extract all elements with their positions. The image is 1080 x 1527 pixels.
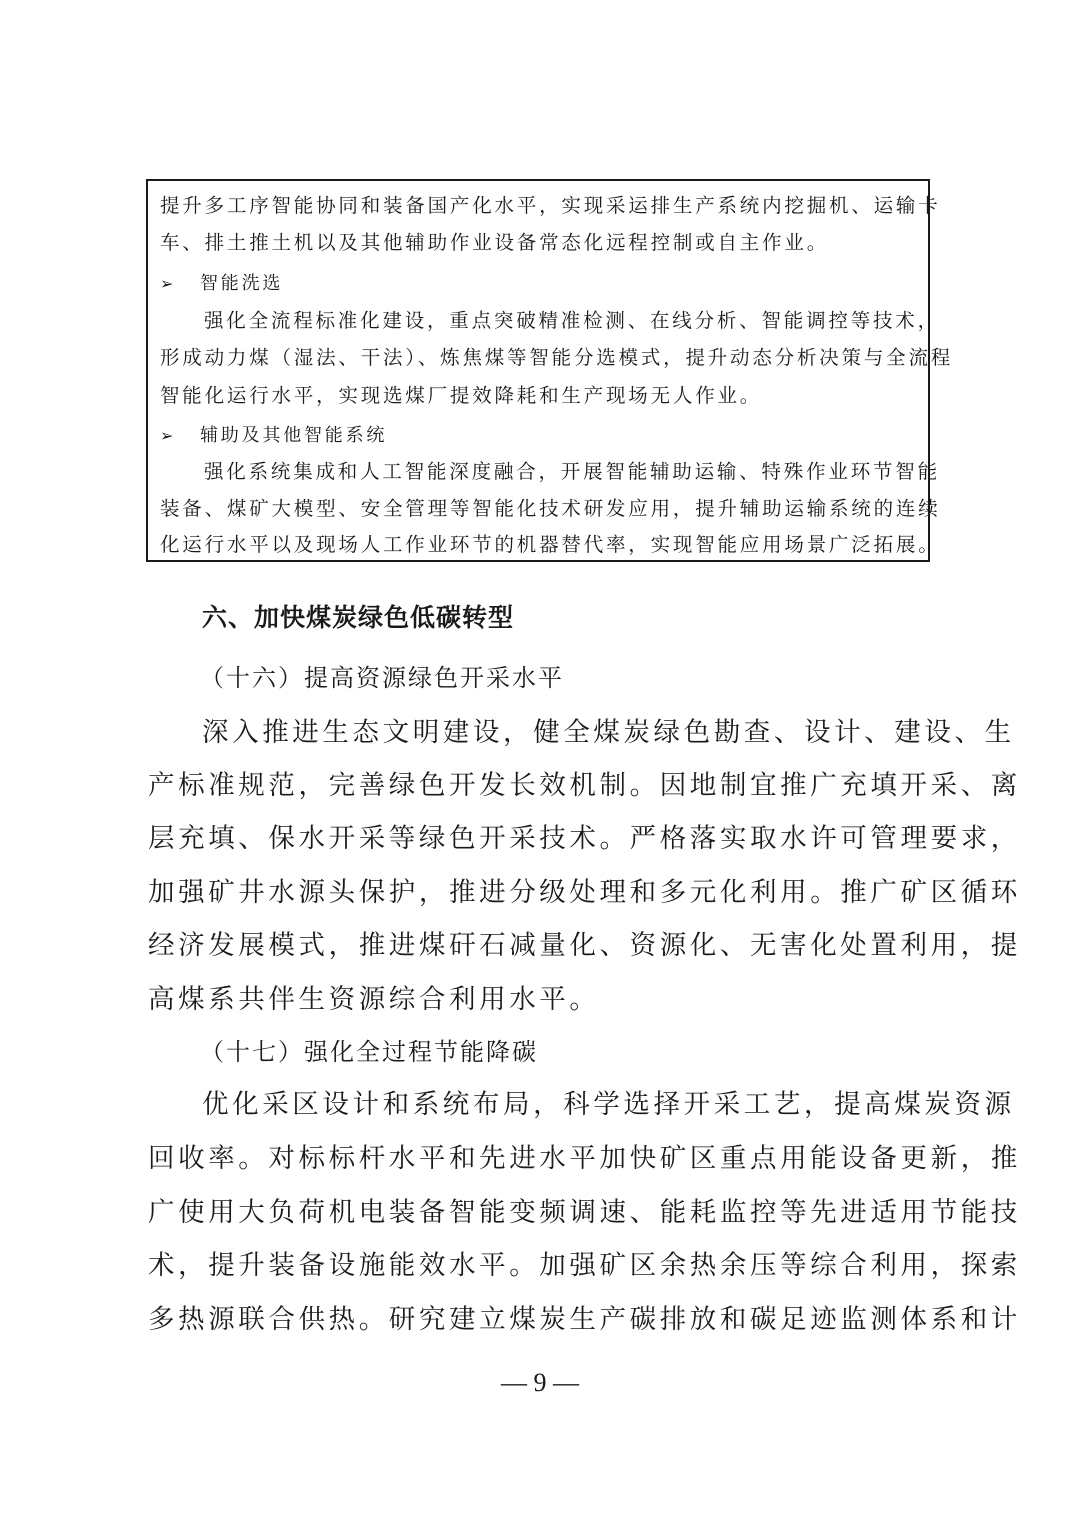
body-text-line: 层充填、保水开采等绿色开采技术。严格落实取水许可管理要求， bbox=[148, 823, 1021, 854]
page-number: — 9 — bbox=[501, 1368, 579, 1397]
box-text-line: 智能化运行水平，实现选煤厂提效降耗和生产现场无人作业。 bbox=[160, 384, 763, 407]
box-text-line: 强化系统集成和人工智能深度融合，开展智能辅助运输、特殊作业环节智能 bbox=[204, 460, 940, 483]
body-text-line: 多热源联合供热。研究建立煤炭生产碳排放和碳足迹监测体系和计 bbox=[148, 1304, 1021, 1335]
arrow-bullet-icon: ➢ bbox=[160, 426, 174, 445]
box-text-line: 强化全流程标准化建设，重点突破精准检测、在线分析、智能调控等技术， bbox=[204, 309, 940, 332]
body-text-line: 深入推进生态文明建设，健全煤炭绿色勘查、设计、建设、生 bbox=[202, 717, 1015, 748]
box-text-line: 车、排土推土机以及其他辅助作业设备常态化远程控制或自主作业。 bbox=[160, 231, 830, 254]
bullet-heading-text: 辅助及其他智能系统 bbox=[200, 425, 388, 446]
box-bullet-heading bbox=[160, 271, 283, 296]
body-text-line: 高煤系共伴生资源综合利用水平。 bbox=[148, 984, 600, 1015]
body-text-line: 广使用大负荷机电装备智能变频调速、能耗监控等先进适用节能技 bbox=[148, 1197, 1021, 1228]
subsection-heading: （十七）强化全过程节能降碳 bbox=[200, 1038, 538, 1066]
body-text-line: 回收率。对标标杆水平和先进水平加快矿区重点用能设备更新，推 bbox=[148, 1143, 1021, 1174]
arrow-bullet-icon: ➢ bbox=[160, 274, 174, 293]
box-bullet-heading bbox=[160, 423, 387, 448]
body-text-line: 经济发展模式，推进煤矸石减量化、资源化、无害化处置利用，提 bbox=[148, 930, 1021, 961]
body-text-line: 优化采区设计和系统布局，科学选择开采工艺，提高煤炭资源 bbox=[202, 1089, 1015, 1120]
bullet-heading-text: 智能洗选 bbox=[200, 273, 284, 294]
box-text-line: 化运行水平以及现场人工作业环节的机器替代率，实现智能应用场景广泛拓展。 bbox=[160, 533, 941, 556]
highlight-box bbox=[146, 179, 954, 562]
body-text-line: 加强矿井水源头保护，推进分级处理和多元化利用。推广矿区循环 bbox=[148, 877, 1021, 908]
box-text-line: 提升多工序智能协同和装备国产化水平，实现采运排生产系统内挖掘机、运输卡 bbox=[160, 194, 941, 217]
box-text-line: 形成动力煤（湿法、干法）、炼焦煤等智能分选模式，提升动态分析决策与全流程 bbox=[160, 346, 954, 369]
body-text-line: 术，提升装备设施能效水平。加强矿区余热余压等综合利用，探索 bbox=[148, 1250, 1021, 1281]
subsection-heading: （十六）提高资源绿色开采水平 bbox=[200, 664, 564, 692]
box-text-line: 装备、煤矿大模型、安全管理等智能化技术研发应用，提升辅助运输系统的连续 bbox=[160, 497, 941, 520]
body-text-line: 产标准规范，完善绿色开发长效机制。因地制宜推广充填开采、离 bbox=[148, 770, 1021, 801]
section-heading: 六、加快煤炭绿色低碳转型 bbox=[202, 603, 515, 632]
